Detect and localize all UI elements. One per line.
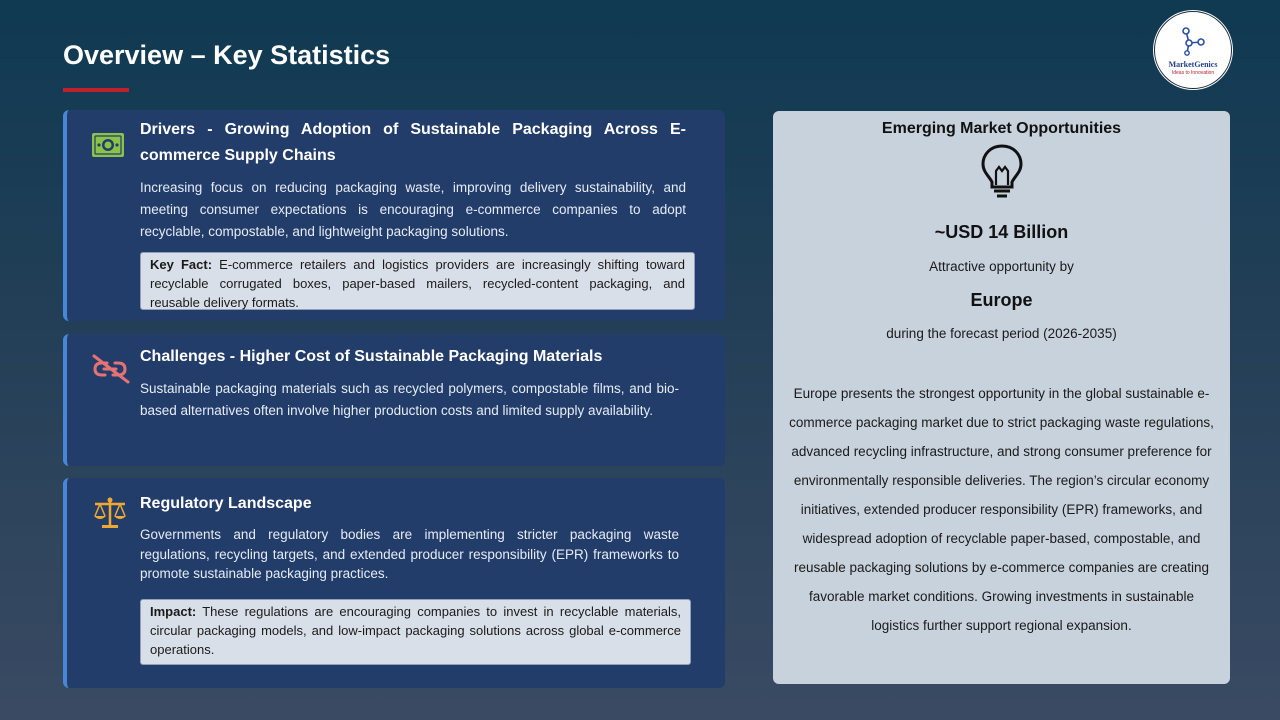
challenges-body: Sustainable packaging materials such as recycled polymers, compostable films, and bio-based alternatives often involve higher production costs and limited supply availability. bbox=[140, 381, 679, 418]
page-title: Overview – Key Statistics bbox=[63, 40, 391, 70]
title-underline bbox=[63, 88, 129, 92]
impact-label: Impact: bbox=[150, 604, 197, 619]
challenges-card bbox=[63, 334, 725, 466]
opportunity-value: ~USD 14 Billion bbox=[934, 222, 1069, 242]
logo-name: MarketGenics bbox=[1168, 60, 1218, 69]
drivers-body: Increasing focus on reducing packaging waste, improving delivery sustainability, and meeting consumer expectations is encouraging e-commerce companies to adopt recyclable, compostable, and lightweight packaging solutions. bbox=[140, 180, 686, 239]
challenges-title: Challenges - Higher Cost of Sustainable Packaging Materials bbox=[140, 348, 603, 365]
impact-box bbox=[140, 599, 691, 665]
lightbulb-icon bbox=[979, 143, 1025, 199]
scales-icon bbox=[91, 496, 129, 530]
opportunity-line: Attractive opportunity by bbox=[929, 259, 1074, 274]
regulatory-card bbox=[63, 478, 725, 688]
drivers-title: Drivers - Growing Adoption of Sustainable Packaging Across E-commerce Supply Chains bbox=[140, 121, 686, 164]
opportunity-heading: Emerging Market Opportunities bbox=[881, 120, 1122, 137]
forecast-period: during the forecast period (2026-2035) bbox=[886, 326, 1117, 341]
key-fact-box bbox=[140, 252, 695, 310]
broken-link-icon bbox=[91, 354, 131, 384]
regulatory-title: Regulatory Landscape bbox=[140, 495, 312, 512]
company-logo bbox=[1154, 11, 1232, 89]
money-icon bbox=[91, 132, 125, 158]
regulatory-body: Governments and regulatory bodies are implementing stricter packaging waste regulations, recycling targets, and extended producer responsibility (EPR) frameworks to promote sustainable packaging practices. bbox=[140, 527, 679, 581]
opportunity-region: Europe bbox=[970, 290, 1033, 310]
impact-text: These regulations are encouraging companies to invest in recyclable materials, circular packaging models, and low-impact packaging solutions across global e-commerce operations. bbox=[150, 604, 681, 657]
opportunity-description: Europe presents the strongest opportunity in the global sustainable e-commerce packaging market due to strict packaging waste regulations, advanced recycling infrastructure, and strong consumer preference for environmentally responsible deliveries. The region’s circular economy initiatives, extended producer responsibility (EPR) frameworks, and widespread adoption of recyclable paper-based, compostable, and reusable packaging solutions by e-commerce companies are creating favorable market conditions. Growing investments in sustainable logistics further support regional expansion. bbox=[789, 386, 1214, 633]
key-fact-text: E-commerce retailers and logistics providers are increasingly shifting toward recyclable corrugated boxes, paper-based mailers, recycled-content packaging, and reusable delivery formats. bbox=[150, 257, 685, 310]
logo-tagline: Ideas to Innovation bbox=[1171, 70, 1215, 76]
opportunity-panel bbox=[773, 111, 1230, 684]
key-fact-label: Key Fact: bbox=[150, 257, 213, 272]
drivers-card bbox=[63, 110, 725, 321]
molecule-icon bbox=[1179, 26, 1207, 56]
